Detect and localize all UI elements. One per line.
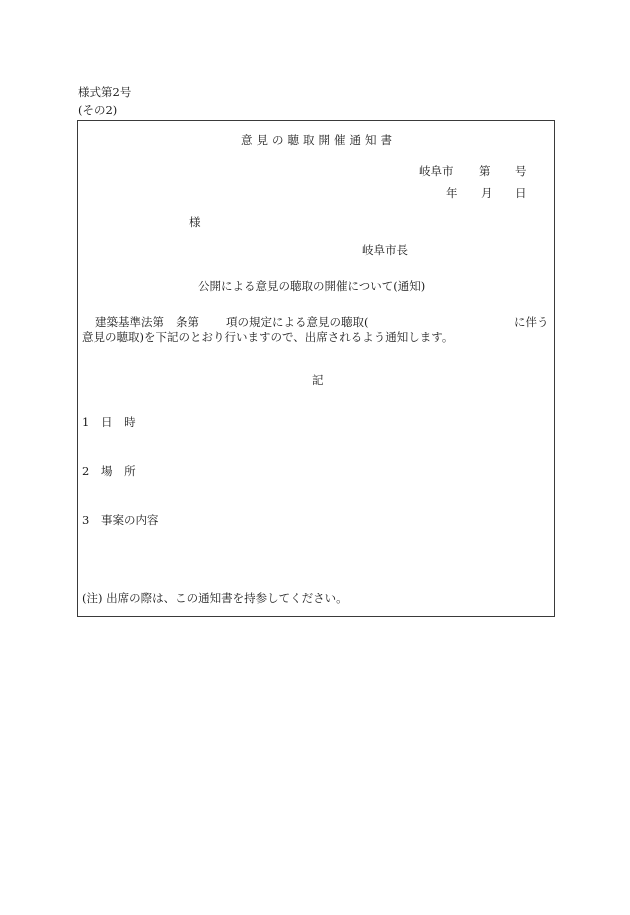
- item-2-label: 場 所: [101, 464, 140, 478]
- recipient-sama: 様: [189, 215, 201, 229]
- body-line-2: 意見の聴取)を下記のとおり行いますので、出席されるよう通知します。: [82, 330, 454, 344]
- form-sub-number: (その2): [78, 103, 118, 117]
- item-1-number: 1: [82, 415, 90, 429]
- body-clause: 条第: [176, 315, 199, 329]
- ki-heading: 記: [312, 373, 324, 387]
- document-title: 意見の聴取開催通知書: [241, 133, 396, 147]
- item-2-number: 2: [82, 464, 90, 478]
- number-dai: 第: [479, 164, 491, 178]
- attendance-note: (注) 出席の際は、この通知書を持参してください。: [82, 591, 348, 605]
- sender-name: 岐阜市長: [362, 243, 408, 257]
- number-go: 号: [515, 164, 527, 178]
- issuer-city: 岐阜市: [419, 164, 454, 178]
- date-day: 日: [515, 186, 527, 200]
- body-accompany: に伴う: [514, 315, 549, 329]
- item-1-label: 日 時: [101, 415, 140, 429]
- item-3-label: 事案の内容: [101, 513, 159, 527]
- item-3-number: 3: [82, 513, 90, 527]
- body-provision: 項の規定による意見の聴取(: [226, 315, 369, 329]
- date-year: 年: [446, 186, 458, 200]
- form-number: 様式第2号: [78, 85, 132, 99]
- subject-line: 公開による意見の聴取の開催について(通知): [198, 279, 426, 293]
- date-month: 月: [481, 186, 493, 200]
- body-law-article: 建築基準法第: [95, 315, 164, 329]
